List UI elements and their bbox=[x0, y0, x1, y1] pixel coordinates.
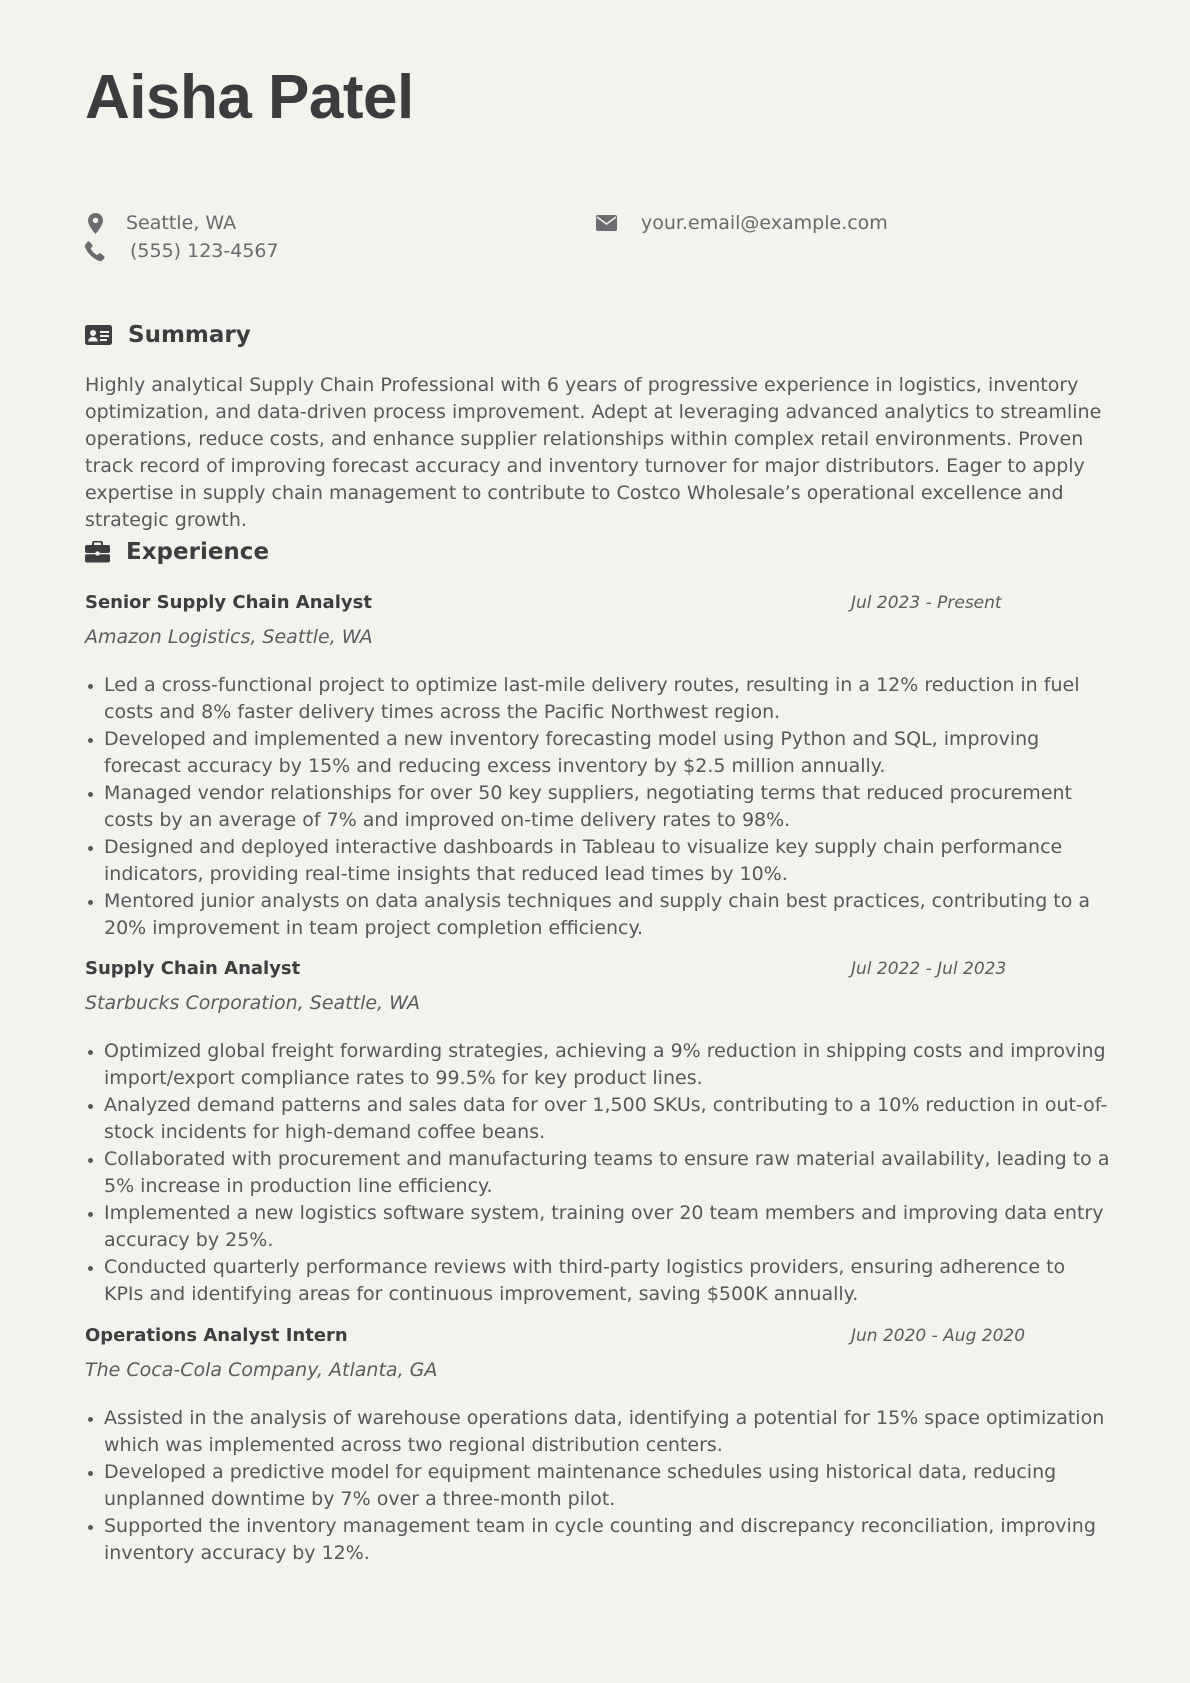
job-dates: Jul 2023 - Present bbox=[851, 593, 1002, 613]
contact-location-text: Seattle, WA bbox=[126, 212, 237, 234]
job-bullet: • Developed a predictive model for equipment maintenance schedules using historical data, reducing unplanned downtime by 7% over a three-month pilot. bbox=[104, 1459, 1110, 1513]
contact-phone-text: (555) 123-4567 bbox=[130, 240, 279, 262]
summary-heading-text: Summary bbox=[128, 322, 251, 348]
job-bullet: • Assisted in the analysis of warehouse operations data, identifying a potential for 15% space optimization which was implemented across two regional distribution centers. bbox=[104, 1405, 1110, 1459]
job-dates: Jun 2020 - Aug 2020 bbox=[851, 1326, 1026, 1346]
job-bullet: • Conducted quarterly performance reviews with third-party logistics providers, ensuring adherence to KPIs and identifying areas for continuous improvement, saving $500K annually. bbox=[104, 1254, 1110, 1308]
candidate-name: Aisha Patel bbox=[85, 63, 414, 132]
experience-heading bbox=[85, 539, 269, 565]
contact-phone bbox=[85, 240, 279, 262]
summary-paragraph: Highly analytical Supply Chain Professional with 6 years of progressive experience in logistics, inventory optimization, and data-driven process improvement. Adept at leveraging advanced analytics to streamline operations, reduce costs, and enhance supplier relationships within complex retail environments. Proven track record of improving forecast accuracy and inventory turnover for major distributors. Eager to apply expertise in supply chain management to contribute to Costco Wholesale’s operational excellence and strategic growth. bbox=[85, 374, 1102, 531]
map-marker-icon bbox=[85, 212, 105, 234]
job-bullets bbox=[85, 672, 1110, 942]
job-bullet: • Analyzed demand patterns and sales data for over 1,500 SKUs, contributing to a 10% reduction in out-of-stock incidents for high-demand coffee beans. bbox=[104, 1092, 1110, 1146]
phone-icon bbox=[85, 240, 105, 262]
job-title: Supply Chain Analyst bbox=[85, 958, 301, 979]
job-title: Operations Analyst Intern bbox=[85, 1325, 348, 1346]
job-bullets bbox=[85, 1038, 1110, 1308]
contact-location bbox=[85, 212, 236, 234]
contact-email-text[interactable]: your.email@example.com bbox=[641, 212, 888, 234]
job-bullet: • Managed vendor relationships for over 50 key suppliers, negotiating terms that reduced procurement costs by an average of 7% and improved on-time delivery rates to 98%. bbox=[104, 780, 1110, 834]
job-title: Senior Supply Chain Analyst bbox=[85, 592, 372, 613]
job-company: The Coca-Cola Company, Atlanta, GA bbox=[85, 1359, 438, 1381]
job-bullet: • Implemented a new logistics software system, training over 20 team members and improving data entry accuracy by 25%. bbox=[104, 1200, 1110, 1254]
envelope-icon bbox=[595, 212, 617, 234]
job-dates: Jul 2022 - Jul 2023 bbox=[851, 959, 1007, 979]
job-bullet: • Developed and implemented a new inventory forecasting model using Python and SQL, improving forecast accuracy by 15% and reducing excess inventory by $2.5 million annually. bbox=[104, 726, 1110, 780]
contact-email bbox=[595, 212, 888, 234]
job-company: Starbucks Corporation, Seattle, WA bbox=[85, 992, 420, 1014]
job-bullet: • Led a cross-functional project to optimize last-mile delivery routes, resulting in a 12% reduction in fuel costs and 8% faster delivery times across the Pacific Northwest region. bbox=[104, 672, 1110, 726]
job-company: Amazon Logistics, Seattle, WA bbox=[85, 626, 373, 648]
job-bullet: • Mentored junior analysts on data analysis techniques and supply chain best practices, contributing to a 20% improvement in team project completion efficiency. bbox=[104, 888, 1110, 942]
job-bullet: • Supported the inventory management team in cycle counting and discrepancy reconciliation, improving inventory accuracy by 12%. bbox=[104, 1513, 1110, 1567]
job-bullets bbox=[85, 1405, 1110, 1567]
id-card-icon bbox=[85, 323, 113, 347]
job-bullet: • Collaborated with procurement and manufacturing teams to ensure raw material availability, leading to a 5% increase in production line efficiency. bbox=[104, 1146, 1110, 1200]
briefcase-icon bbox=[85, 540, 113, 564]
job-bullet: • Designed and deployed interactive dashboards in Tableau to visualize key supply chain performance indicators, providing real-time insights that reduced lead times by 10%. bbox=[104, 834, 1110, 888]
summary-heading bbox=[85, 322, 251, 348]
job-bullet: • Optimized global freight forwarding strategies, achieving a 9% reduction in shipping costs and improving import/export compliance rates to 99.5% for key product lines. bbox=[104, 1038, 1110, 1092]
experience-heading-text: Experience bbox=[126, 539, 270, 565]
